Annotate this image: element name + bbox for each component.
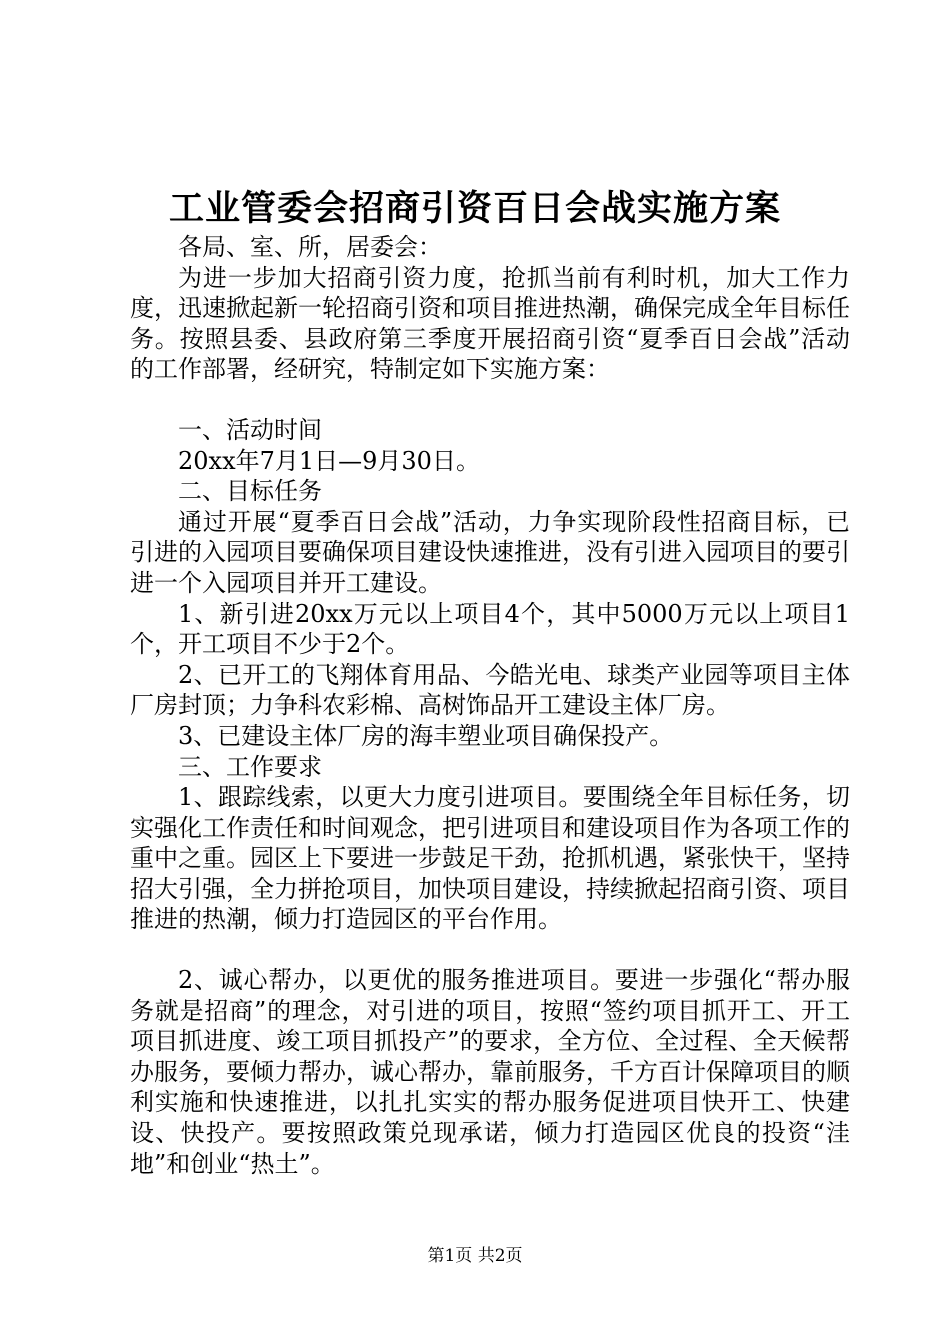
target-item-3: 3、已建设主体厂房的海丰塑业项目确保投产。 xyxy=(178,721,674,750)
target-item-1: 1、新引进20xx万元以上项目4个，其中5000万元以上项目1个，开工项目不少于2个。 xyxy=(130,599,850,659)
document-body xyxy=(130,232,850,1179)
targets-paragraph: 通过开展“夏季百日会战”活动，力争实现阶段性招商目标，已引进的入园项目要确保项目建设快速推进，没有引进入园项目的要引进一个入园项目并开工建设。 xyxy=(130,507,850,597)
section-heading-activity-time: 一、活动时间 xyxy=(178,415,322,444)
activity-date-range: 20xx年7月1日—9月30日。 xyxy=(178,446,480,475)
section-heading-targets: 二、目标任务 xyxy=(178,477,322,506)
salutation: 各局、室、所，居委会： xyxy=(178,233,442,261)
requirement-item-2: 2、诚心帮办，以更优的服务推进项目。要进一步强化“帮办服务就是招商”的理念，对引进的项目，按照“签约项目抓开工、开工项目抓进度、竣工项目抓投产”的要求，全方位、全过程、全天候帮办服务，要倾力帮办，诚心帮办，靠前服务，千方百计保障项目的顺利实施和快速推进，以扎扎实实的帮办服务促进项目快开工、快建设、快投产。要按照政策兑现承诺，倾力打造园区优良的投资“洼地”和创业“热土”。 xyxy=(130,966,850,1178)
target-item-2: 2、已开工的飞翔体育用品、今皓光电、球类产业园等项目主体厂房封顶；力争科农彩棉、高树饰品开工建设主体厂房。 xyxy=(130,660,850,720)
requirement-item-1: 1、跟踪线索，以更大力度引进项目。要围绕全年目标任务，切实强化工作责任和时间观念，把引进项目和建设项目作为各项工作的重中之重。园区上下要进一步鼓足干劲，抢抓机遇，紧张快干，坚持招大引强，全力拼抢项目，加快项目建设，持续掀起招商引资、项目推进的热潮，倾力打造园区的平台作用。 xyxy=(130,783,850,934)
intro-paragraph: 为进一步加大招商引资力度，抢抓当前有利时机，加大工作力度，迅速掀起新一轮招商引资和项目推进热潮，确保完成全年目标任务。按照县委、县政府第三季度开展招商引资“夏季百日会战”活动的工作部署，经研究，特制定如下实施方案： xyxy=(130,263,850,384)
document-title: 工业管委会招商引资百日会战实施方案 xyxy=(168,188,781,229)
section-heading-requirements: 三、工作要求 xyxy=(178,752,322,781)
page-footer: 第1页 共2页 xyxy=(427,1246,523,1266)
